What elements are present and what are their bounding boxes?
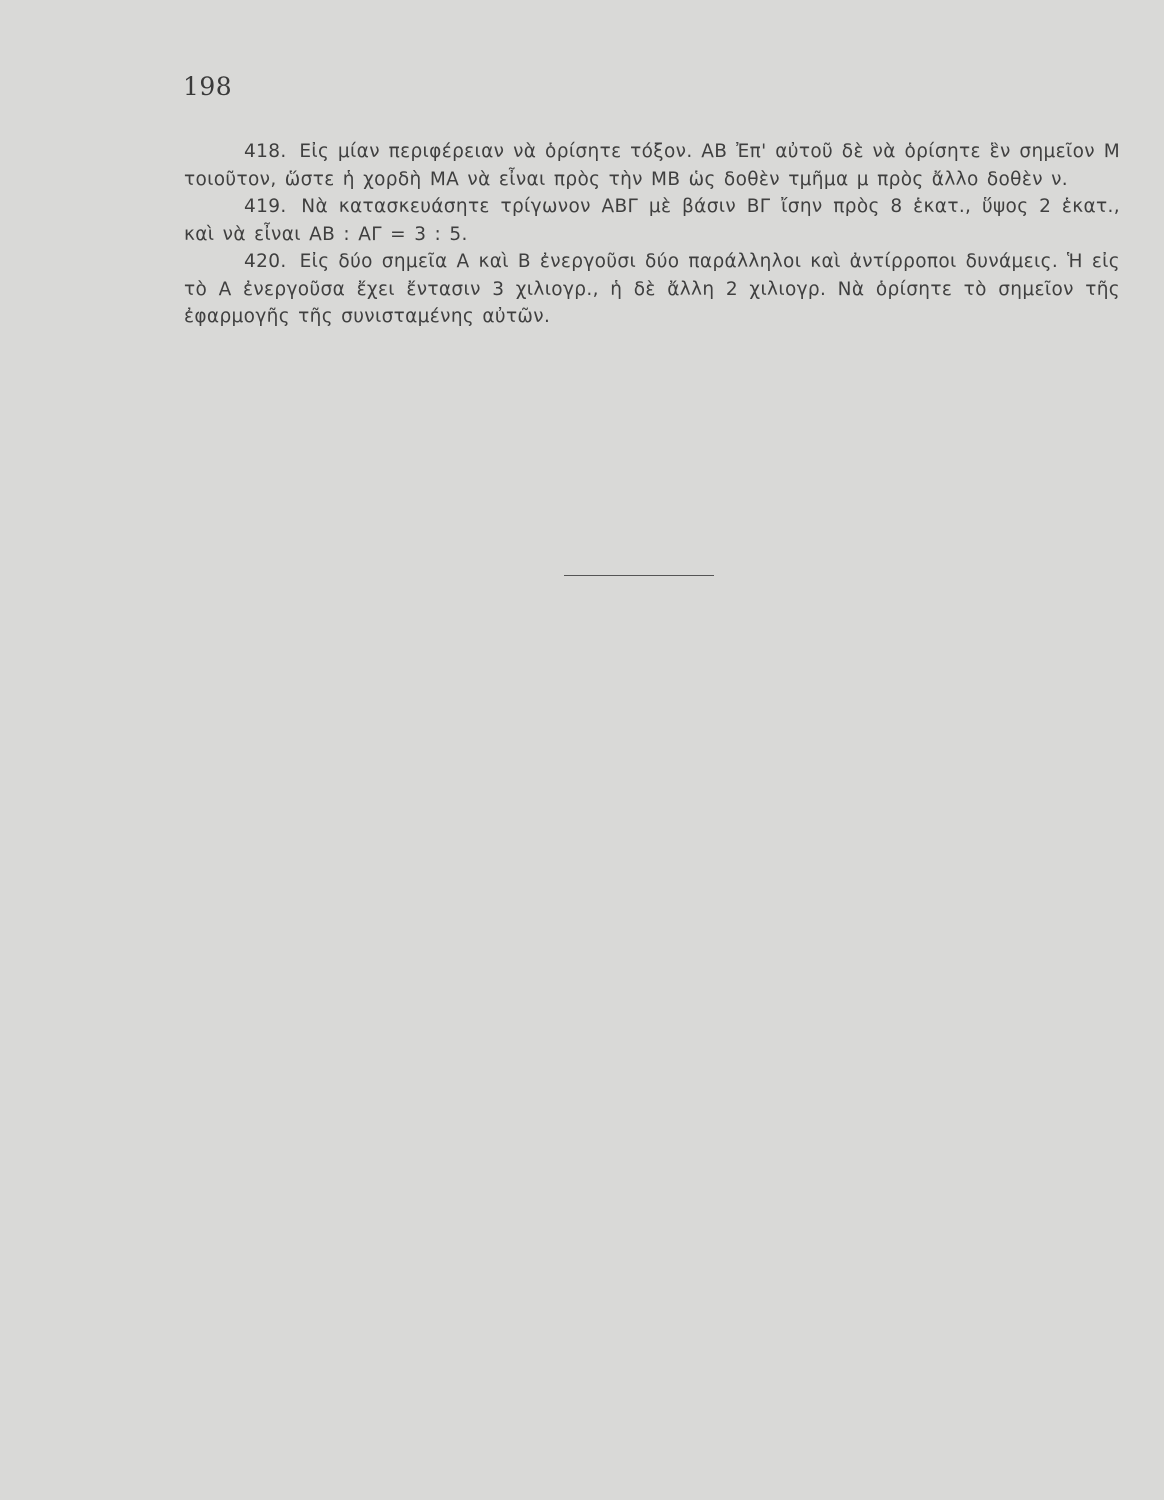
exercise-text: Εἰς μίαν περιφέρειαν νὰ ὁρίσητε τόξον. ΑΒ Ἐπ' αὐτοῦ δὲ νὰ ὁρίσητε ἓν σημεῖον Μ τοιοῦτον, ὥστε ἡ χορδὴ ΜΑ νὰ εἶναι πρὸς τὴν ΜΒ ὡς δοθὲν τμῆμα μ πρὸς ἄλλο δοθὲν ν. (184, 141, 1120, 190)
exercise-418 (184, 138, 1120, 193)
section-divider (564, 575, 714, 576)
exercise-number: 418. (244, 141, 287, 162)
exercise-420 (184, 248, 1120, 331)
exercise-number: 420. (244, 251, 287, 272)
exercise-text: Εἰς δύο σημεῖα Α καὶ Β ἐνεργοῦσι δύο παράλληλοι καὶ ἀντίρροποι δυνάμεις. Ἡ εἰς τὸ Α ἐνεργοῦσα ἔχει ἔντασιν 3 χιλιογρ., ἡ δὲ ἄλλη 2 χιλιογρ. Νὰ ὁρίσητε τὸ σημεῖον τῆς ἐφαρμογῆς τῆς συνισταμένης αὐτῶν. (184, 251, 1120, 327)
exercise-419 (184, 193, 1120, 248)
exercise-text: Νὰ κατασκευάσητε τρίγωνον ΑΒΓ μὲ βάσιν ΒΓ ἴσην πρὸς 8 ἑκατ., ὕψος 2 ἑκατ., καὶ νὰ εἶναι ΑΒ : ΑΓ = 3 : 5. (184, 196, 1120, 245)
page-number: 198 (183, 72, 233, 101)
exercise-list (184, 138, 1120, 331)
exercise-number: 419. (244, 196, 287, 217)
